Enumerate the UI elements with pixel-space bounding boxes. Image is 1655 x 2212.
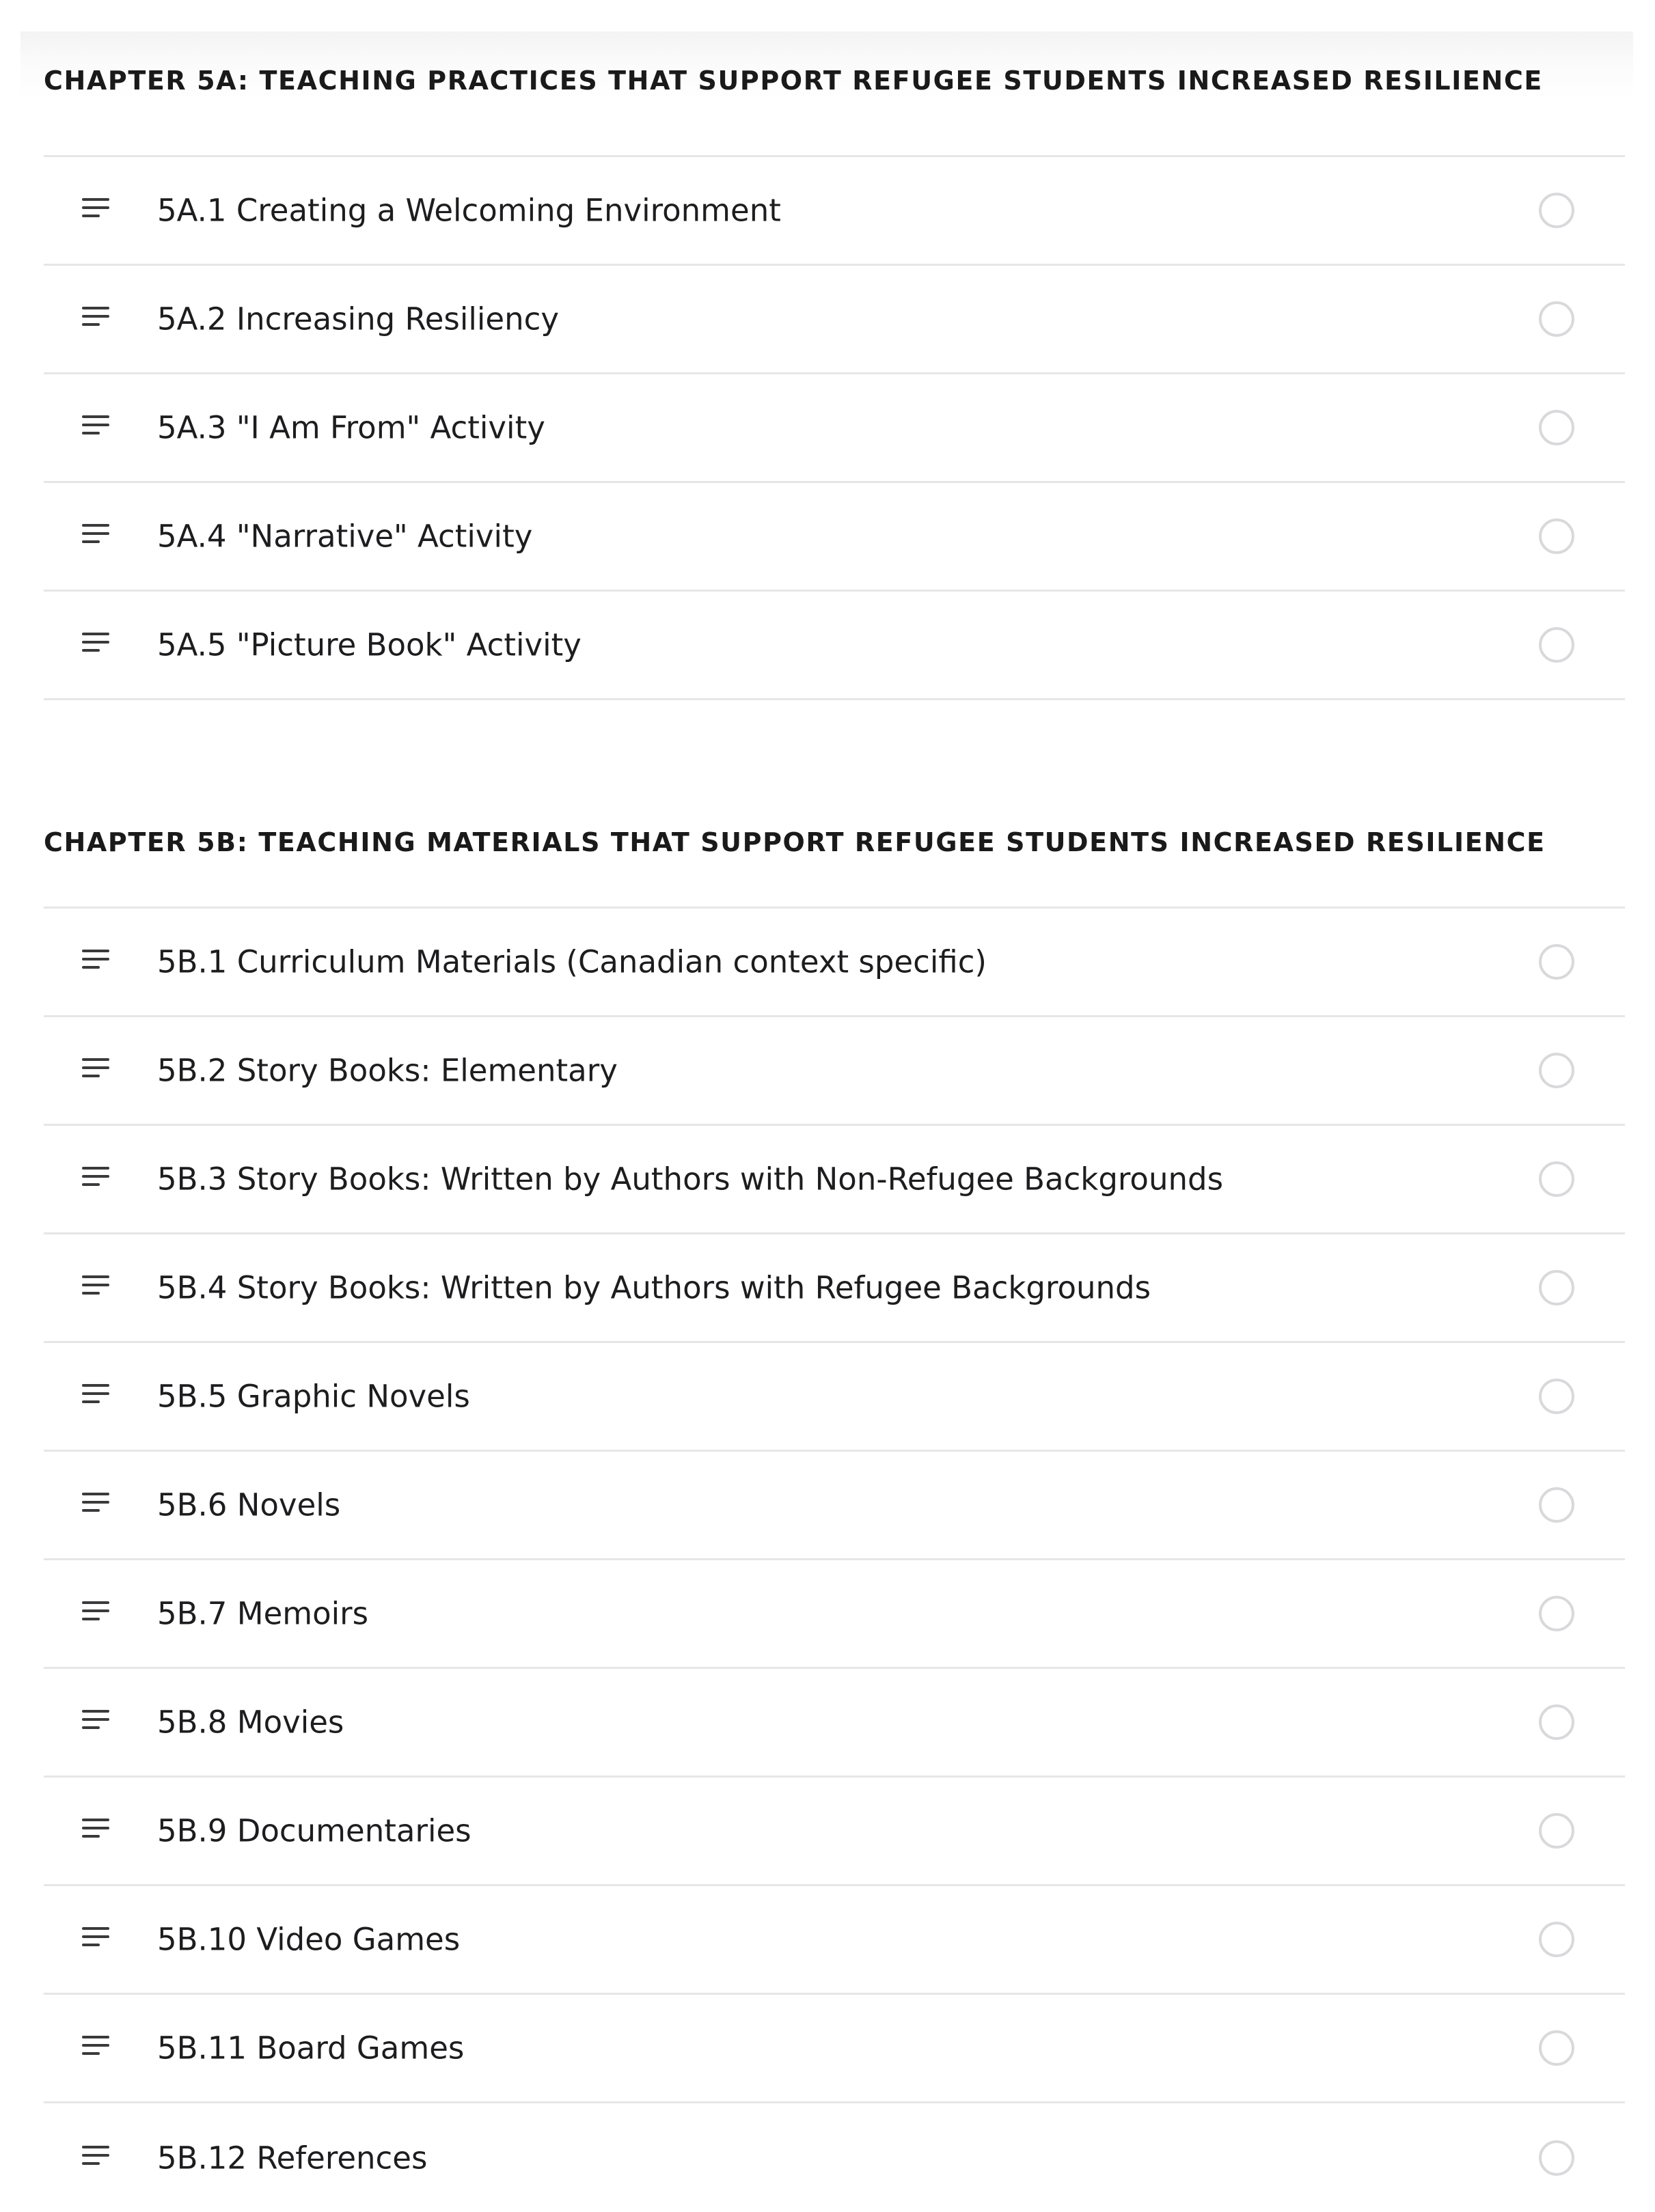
lesson-item[interactable] xyxy=(44,2103,1625,2212)
lesson-list xyxy=(20,157,1633,700)
lesson-item[interactable] xyxy=(44,483,1625,592)
completion-status-icon xyxy=(1539,1487,1574,1523)
completion-status-icon xyxy=(1539,1053,1574,1088)
lesson-title: 5B.4 Story Books: Written by Authors with Refugee Backgrounds xyxy=(157,1269,1151,1306)
lesson-item[interactable] xyxy=(44,1669,1625,1778)
chapter-section xyxy=(20,783,1633,2212)
lesson-title: 5B.3 Story Books: Written by Authors with Non-Refugee Backgrounds xyxy=(157,1161,1224,1198)
lesson-item[interactable] xyxy=(44,374,1625,483)
chapter-section xyxy=(20,31,1633,700)
lesson-title: 5B.5 Graphic Novels xyxy=(157,1378,470,1415)
lesson-item[interactable] xyxy=(44,1017,1625,1126)
lesson-item[interactable] xyxy=(44,266,1625,374)
completion-status-icon xyxy=(1539,2030,1574,2066)
completion-status-icon xyxy=(1539,1161,1574,1197)
completion-status-icon xyxy=(1539,1379,1574,1414)
completion-status-icon xyxy=(1539,1922,1574,1957)
lesson-item[interactable] xyxy=(44,1560,1625,1669)
text-lines-icon xyxy=(82,1274,109,1296)
chapter-title: CHAPTER 5B: TEACHING MATERIALS THAT SUPPORT REFUGEE STUDENTS INCREASED RESILIENCE xyxy=(44,827,1546,857)
text-lines-icon xyxy=(82,1817,109,1839)
text-lines-icon xyxy=(82,1165,109,1187)
completion-status-icon xyxy=(1539,1704,1574,1740)
lesson-title: 5A.5 "Picture Book" Activity xyxy=(157,626,582,663)
completion-status-icon xyxy=(1539,1270,1574,1305)
text-lines-icon xyxy=(82,948,109,970)
text-lines-icon xyxy=(82,305,109,327)
text-lines-icon xyxy=(82,197,109,219)
chapter-header xyxy=(20,31,1633,157)
lesson-item[interactable] xyxy=(44,1343,1625,1452)
completion-status-icon xyxy=(1539,410,1574,445)
chapter-title: CHAPTER 5A: TEACHING PRACTICES THAT SUPPORT REFUGEE STUDENTS INCREASED RESILIENCE xyxy=(44,66,1543,96)
text-lines-icon xyxy=(82,1926,109,1948)
lesson-title: 5B.10 Video Games xyxy=(157,1921,461,1958)
lesson-title: 5B.11 Board Games xyxy=(157,2030,465,2066)
text-lines-icon xyxy=(82,1709,109,1730)
lesson-list xyxy=(20,909,1633,2212)
completion-status-icon xyxy=(1539,1596,1574,1631)
lesson-title: 5A.4 "Narrative" Activity xyxy=(157,518,533,555)
lesson-title: 5A.1 Creating a Welcoming Environment xyxy=(157,192,781,229)
completion-status-icon xyxy=(1539,519,1574,554)
completion-status-icon xyxy=(1539,301,1574,337)
chapter-header xyxy=(20,783,1633,909)
lesson-title: 5B.7 Memoirs xyxy=(157,1595,369,1632)
lesson-title: 5B.12 References xyxy=(157,2140,428,2176)
lesson-title: 5B.6 Novels xyxy=(157,1487,341,1523)
text-lines-icon xyxy=(82,631,109,653)
lesson-item[interactable] xyxy=(44,1452,1625,1560)
lesson-item[interactable] xyxy=(44,1234,1625,1343)
lesson-item[interactable] xyxy=(44,1778,1625,1886)
text-lines-icon xyxy=(82,523,109,544)
text-lines-icon xyxy=(82,2034,109,2056)
lesson-title: 5A.2 Increasing Resiliency xyxy=(157,301,559,337)
lesson-item[interactable] xyxy=(44,1886,1625,1995)
lesson-title: 5B.1 Curriculum Materials (Canadian context specific) xyxy=(157,943,987,980)
text-lines-icon xyxy=(82,1600,109,1622)
lesson-title: 5B.9 Documentaries xyxy=(157,1812,471,1849)
text-lines-icon xyxy=(82,1491,109,1513)
text-lines-icon xyxy=(82,2144,109,2166)
lesson-item[interactable] xyxy=(44,1995,1625,2103)
text-lines-icon xyxy=(82,414,109,436)
lesson-title: 5A.3 "I Am From" Activity xyxy=(157,409,545,446)
lesson-title: 5B.2 Story Books: Elementary xyxy=(157,1052,618,1089)
lesson-item[interactable] xyxy=(44,909,1625,1017)
completion-status-icon xyxy=(1539,1813,1574,1849)
lesson-title: 5B.8 Movies xyxy=(157,1704,344,1741)
completion-status-icon xyxy=(1539,193,1574,228)
completion-status-icon xyxy=(1539,2140,1574,2176)
lesson-item[interactable] xyxy=(44,592,1625,700)
text-lines-icon xyxy=(82,1057,109,1079)
text-lines-icon xyxy=(82,1383,109,1405)
lesson-item[interactable] xyxy=(44,157,1625,266)
completion-status-icon xyxy=(1539,627,1574,663)
completion-status-icon xyxy=(1539,944,1574,980)
lesson-item[interactable] xyxy=(44,1126,1625,1234)
